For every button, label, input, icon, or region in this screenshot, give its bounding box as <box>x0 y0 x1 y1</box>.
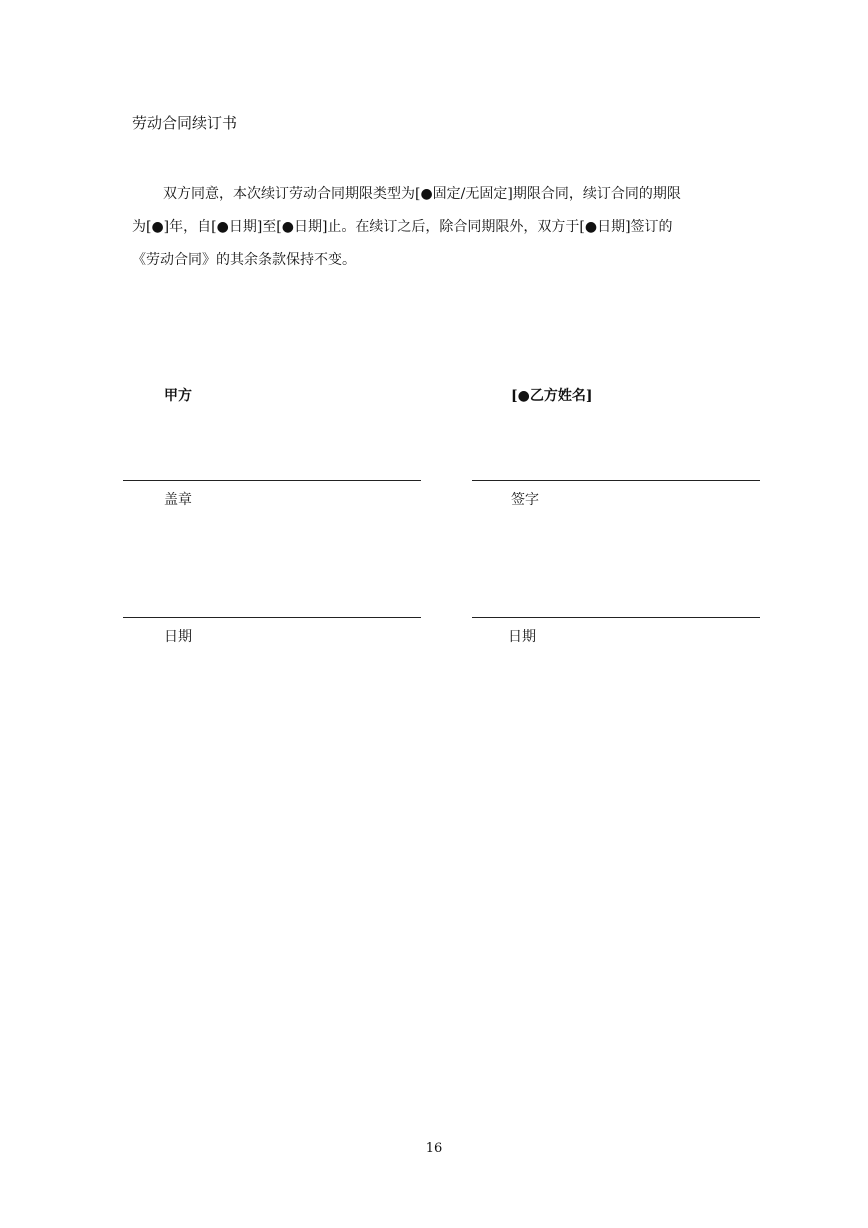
document-title: 劳动合同续订书 <box>132 114 238 132</box>
party-a-name: 甲方 <box>164 388 192 404</box>
party-a-seal-caption: 盖章 <box>164 492 192 508</box>
paragraph-line-3: 《劳动合同》的其余条款保持不变。 <box>132 252 356 268</box>
party-a-date-line <box>123 617 421 618</box>
party-b-signature-line <box>472 480 760 481</box>
paragraph-line-2: 为[●]年，自[●日期]至[●日期]止。在续订之后，除合同期限外，双方于[●日期]签订的 <box>132 219 673 235</box>
party-b-date-line <box>472 617 760 618</box>
page-number: 16 <box>425 1141 443 1156</box>
paragraph-line-1: 双方同意，本次续订劳动合同期限类型为[●固定/无固定]期限合同，续订合同的期限 <box>163 186 681 202</box>
party-b-name: [●乙方姓名] <box>511 388 593 404</box>
renewal-paragraph <box>132 178 746 277</box>
party-a-seal-line <box>123 480 421 481</box>
party-b-date-caption: 日期 <box>508 629 536 645</box>
party-b-signature-caption: 签字 <box>511 492 539 508</box>
party-a-date-caption: 日期 <box>164 629 192 645</box>
